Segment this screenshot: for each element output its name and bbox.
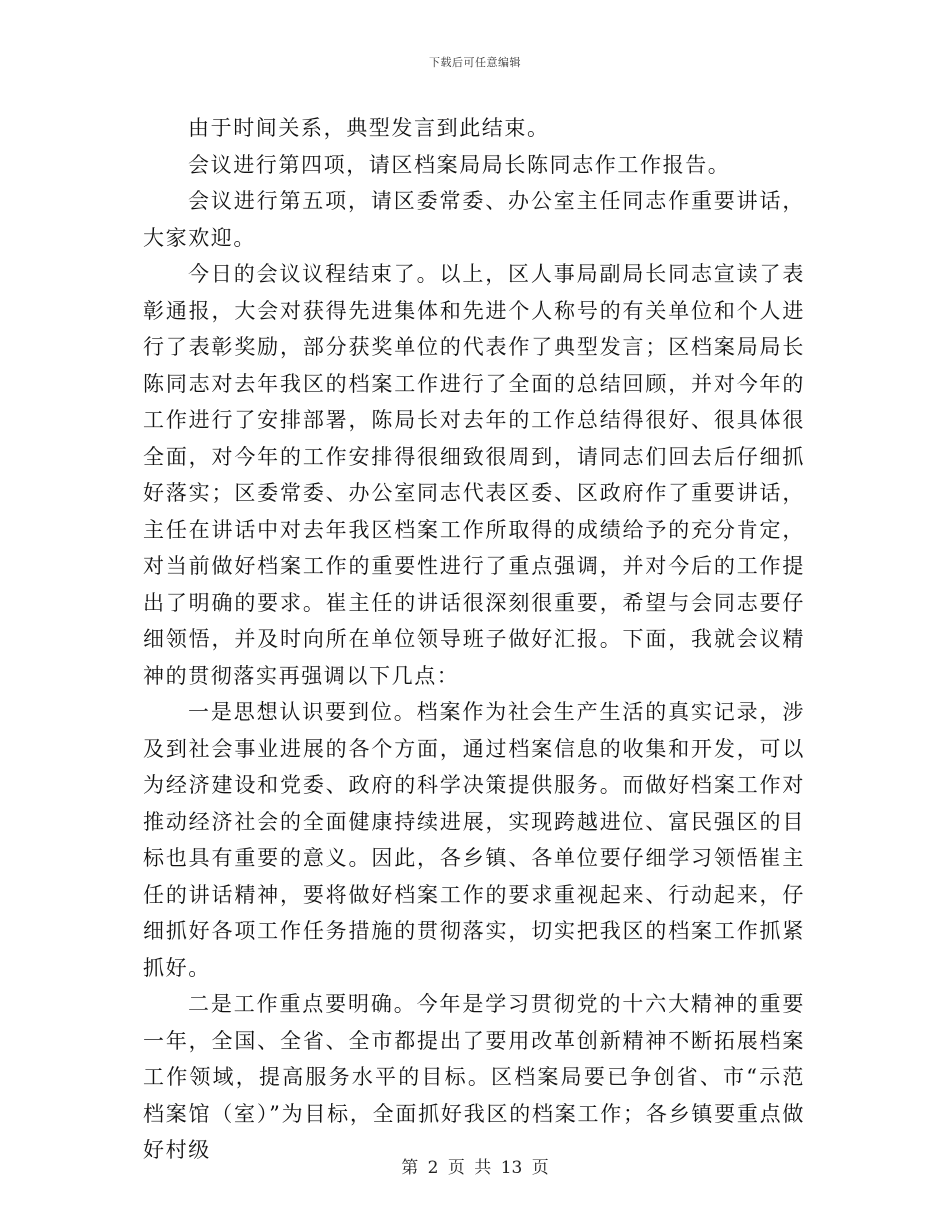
paragraph: 由于时间关系，典型发言到此结束。 xyxy=(188,116,550,140)
paragraph: 一是思想认识要到位。档案作为社会生产生活的真实记录，涉及到社会事业进展的各个方面，通过档案信息的收集和开发，可以为经济建设和党委、政府的科学决策提供服务。而做好档案工作对推动经济社会的全面健康持续进展，实现跨越进位、富民强区的目标也具有重要的意义。因此，各乡镇、各单位要仔细学习领悟崔主任的讲话精神，要将做好档案工作的要求重视起来、行动起来，仔细抓好各项工作任务措施的贯彻落实，切实把我区的档案工作抓紧抓好。 xyxy=(143,700,805,980)
paragraph: 今日的会议议程结束了。以上，区人事局副局长同志宣读了表彰通报，大会对获得先进集体和先进个人称号的有关单位和个人进行了表彰奖励，部分获奖单位的代表作了典型发言；区档案局局长陈同志对去年我区的档案工作进行了全面的总结回顾，并对今年的工作进行了安排部署，陈局长对去年的工作总结得很好、很具体很全面，对今年的工作安排得很细致很周到，请同志们回去后仔细抓好落实；区委常委、办公室同志代表区委、区政府作了重要讲话，主任在讲话中对去年我区档案工作所取得的成绩给予的充分肯定，对当前做好档案工作的重要性进行了重点强调，并对今后的工作提出了明确的要求。崔主任的讲话很深刻很重要，希望与会同志要仔细领悟，并及时向所在单位领导班子做好汇报。下面，我就会议精神的贯彻落实再强调以下几点： xyxy=(143,262,805,688)
page-header: 下载后可任意编辑 xyxy=(429,56,521,69)
paragraph: 会议进行第四项，请区档案局局长陈同志作工作报告。 xyxy=(188,152,731,177)
paragraph: 会议进行第五项，请区委常委、办公室主任同志作重要讲话，大家欢迎。 xyxy=(143,189,805,250)
page-number-footer: 第 2 页 共 13 页 xyxy=(401,1158,549,1178)
paragraph: 二是工作重点要明确。今年是学习贯彻党的十六大精神的重要一年，全国、全省、全市都提出了要用改革创新精神不断拓展档案工作领域，提高服务水平的目标。区档案局要已争创省、市“示范档案馆（室）”为目标，全面抓好我区的档案工作；各乡镇要重点做好村级 xyxy=(143,992,805,1162)
document-body xyxy=(143,110,805,1169)
